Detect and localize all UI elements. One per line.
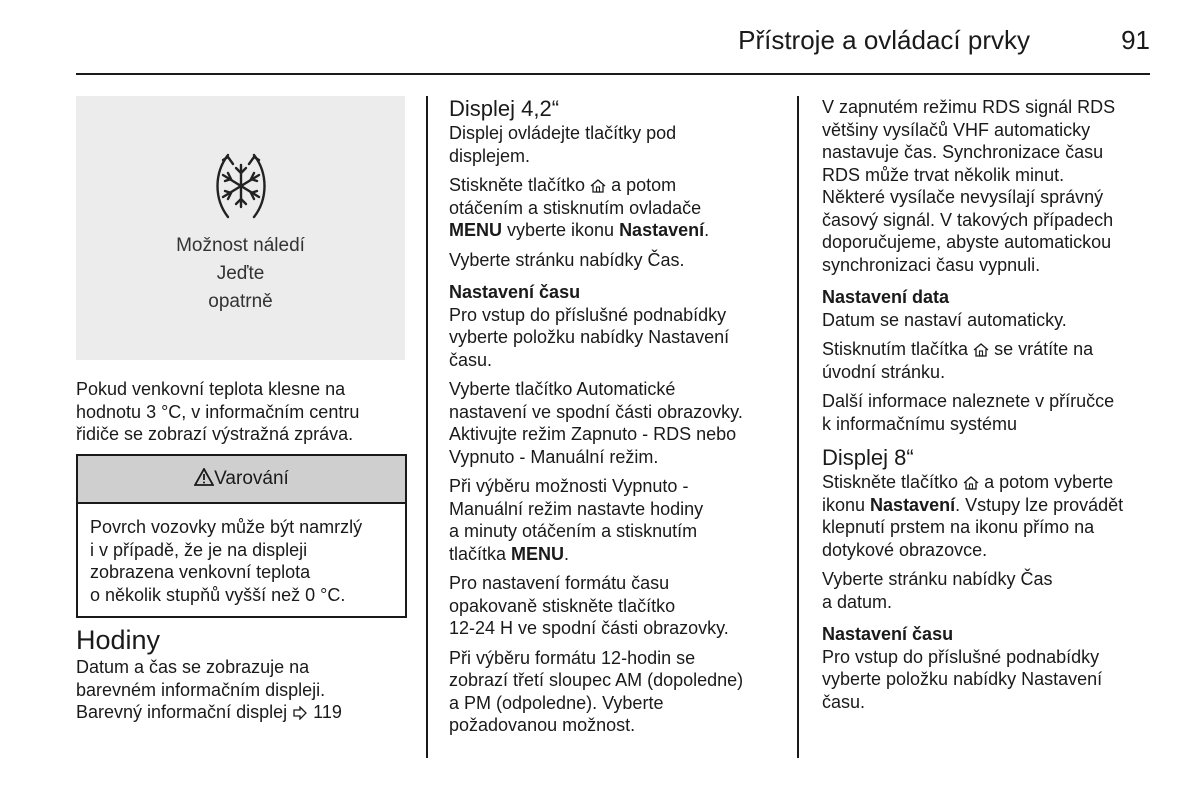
page-number: 91 [1121,25,1150,55]
home-icon [963,475,979,490]
chapter-title: Přístroje a ovládací prvky [738,25,1030,55]
cross-reference: Barevný informační displej 119 [76,702,342,722]
paragraph: Datum se nastaví automaticky. [822,309,1067,330]
section-heading: Displej 8“ [822,445,914,470]
section-heading: Displej 4,2“ [449,96,560,121]
text-line: řidiče se zobrazí výstražná zpráva. [76,424,354,444]
column-divider-2 [797,96,799,758]
snowflake-warning-icon [206,151,276,221]
text-line: i v případě, že je na displeji [90,539,308,560]
header-rule [76,73,1150,75]
caption-line: Jeďte [216,263,265,284]
text-line: hodnotu 3 °C, v informačním centru [76,401,360,422]
paragraph: Stiskněte tlačítko a potom otáčením a stisknutím ovladače MENU vyberte ikonu Nastavení. [449,175,710,240]
paragraph: Pro vstup do příslušné podnabídky vyberte položku nabídky Nastavení času. [822,646,1103,712]
paragraph: Vyberte stránku nabídky Čas. [449,249,685,270]
paragraph: Stisknutím tlačítka se vrátíte na úvodní stránku. [822,339,1094,382]
paragraph: Při výběru formátu 12-hodin se zobrazí třetí sloupec AM (dopoledne) a PM (odpoledne). Vyberte požadovanou možnost. [449,647,744,735]
paragraph: Vyberte stránku nabídky Čas a datum. [822,569,1053,612]
paragraph: Pro nastavení formátu času opakovaně stiskněte tlačítko 12-24 H ve spodní části obrazovky. [449,573,729,638]
column-divider-1 [426,96,428,758]
paragraph: Pro vstup do příslušné podnabídky vyberte položku nabídky Nastavení času. [449,304,730,370]
warning-header [78,456,405,504]
paragraph: Při výběru možnosti Vypnuto - Manuální režim nastavte hodiny a minuty otáčením a stisknutím tlačítka MENU. [449,476,704,564]
paragraph: Stiskněte tlačítko a potom vyberte ikonu Nastavení. Vstupy lze provádět klepnutí prstem na ikonu přímo na dotykové obrazovce. [822,472,1124,560]
text-line: Datum a čas se zobrazuje na [76,657,310,677]
text-line: barevném informačním displeji. [76,679,326,700]
figure-caption [76,232,405,316]
warning-triangle-icon [194,468,214,486]
subheading: Nastavení času [822,624,954,644]
text-line: o několik stupňů vyšší než 0 °C. [90,584,346,605]
paragraph: Další informace naleznete v příručce k informačnímu systému [822,391,1115,434]
paragraph: Displej ovládejte tlačítky pod displejem. [449,123,677,166]
home-icon [590,178,606,193]
column-3 [822,96,1162,720]
column-1-intro [76,378,406,446]
page-header [76,26,1150,54]
text-line: Povrch vozovky může být namrzlý [90,517,363,537]
text-line: zobrazena venkovní teplota [90,562,311,582]
column-2 [449,96,789,744]
subheading: Nastavení data [822,287,950,307]
caption-line: opatrně [208,291,273,312]
warning-box [76,454,407,618]
paragraph: V zapnutém režimu RDS signál RDS většiny vysílačů VHF automaticky nastavuje čas. Synchronizace času RDS může trvat několik minut. Některé vysílače nevysílají správný časový signál. V takových případech doporučujeme, abyste automatickou synchronizaci času vypnuli. [822,97,1116,275]
text-line: Pokud venkovní teplota klesne na [76,379,346,399]
hodiny-section [76,624,406,724]
home-icon [973,342,989,357]
page-reference-arrow-icon [292,706,308,720]
paragraph: Vyberte tlačítko Automatické nastavení ve spodní části obrazovky. Aktivujte režim Zapnuto - RDS nebo Vypnuto - Manuální režim. [449,379,743,467]
ice-warning-figure [76,96,405,360]
warning-title: Varování [214,468,289,489]
section-heading: Hodiny [76,625,161,655]
caption-line: Možnost náledí [176,235,305,256]
subheading: Nastavení času [449,282,581,302]
warning-body [78,504,405,606]
